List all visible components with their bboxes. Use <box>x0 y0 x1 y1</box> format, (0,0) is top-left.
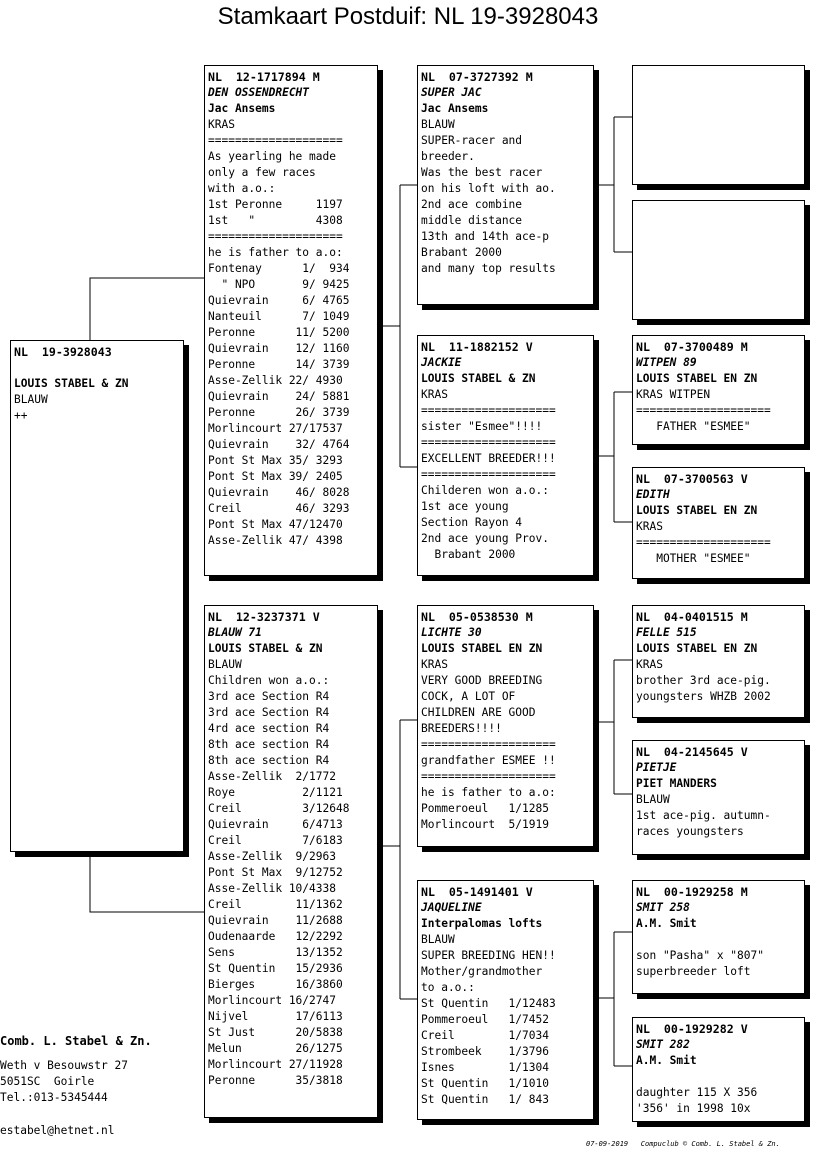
info-line: 2nd ace combine <box>421 198 523 211</box>
info-line: Asse-Zellik 22/ 4930 <box>208 374 343 387</box>
footer-credit: 07-09-2019 Compuclub © Comb. L. Stabel & Zn. <box>586 1140 780 1148</box>
info-line: 1st ace-pig. autumn- <box>636 809 771 822</box>
info-line: Creil 7/6183 <box>208 834 343 847</box>
info-line: Quievrain 11/2688 <box>208 914 343 927</box>
info-line: Sens 13/1352 <box>208 946 343 959</box>
info-line: KRAS <box>421 658 448 671</box>
info-line: Was the best racer <box>421 166 543 179</box>
ring-number: NL 04-0401515 M <box>636 610 748 624</box>
owner-name: LOUIS STABEL EN ZN <box>636 372 758 385</box>
info-line: Peronne 11/ 5200 <box>208 326 350 339</box>
breeder-phone: Tel.:013-5345444 <box>0 1091 108 1104</box>
info-line: BLAUW <box>636 793 670 806</box>
ring-number: NL 07-3700489 M <box>636 340 748 354</box>
info-line: Asse-Zellik 47/ 4398 <box>208 534 343 547</box>
info-line: Pommeroeul 1/7452 <box>421 1013 549 1026</box>
info-line: Peronne 14/ 3739 <box>208 358 350 371</box>
info-line: Nijvel 17/6113 <box>208 1010 343 1023</box>
info-line: ==================== <box>636 536 771 549</box>
owner-name: LOUIS STABEL EN ZN <box>421 642 543 655</box>
pedigree-card-m <box>204 605 378 1118</box>
owner-name: LOUIS STABEL EN ZN <box>636 504 758 517</box>
info-line: SUPER BREEDING HEN!! <box>421 949 556 962</box>
info-line: ==================== <box>421 738 556 751</box>
info-line: 3rd ace Section R4 <box>208 706 330 719</box>
info-line: '356' in 1998 10x <box>636 1102 751 1115</box>
pigeon-name: SMIT 258 <box>636 901 690 914</box>
pigeon-name: SMIT 282 <box>636 1038 690 1051</box>
info-line: Melun 26/1275 <box>208 1042 343 1055</box>
info-line: Mother/grandmother <box>421 965 543 978</box>
pedigree-card-fmm <box>632 467 805 579</box>
info-line: Asse-Zellik 9/2963 <box>208 850 336 863</box>
info-line: St Quentin 15/2936 <box>208 962 343 975</box>
info-line: KRAS <box>421 388 448 401</box>
info-line: 1st " 4308 <box>208 214 343 227</box>
pedigree-card-main <box>10 340 184 852</box>
pedigree-card-fmf <box>632 335 805 445</box>
info-line: only a few races <box>208 166 316 179</box>
pigeon-name: LICHTE 30 <box>421 626 482 639</box>
info-line: Morlincourt 27/17537 <box>208 422 343 435</box>
info-line: 8th ace section R4 <box>208 754 330 767</box>
info-line: Morlincourt 16/2747 <box>208 994 336 1007</box>
info-line: Peronne 35/3818 <box>208 1074 343 1087</box>
info-line: St Quentin 1/12483 <box>421 997 556 1010</box>
info-line: BLAUW <box>421 118 455 131</box>
info-line: 4rd ace section R4 <box>208 722 330 735</box>
pedigree-card-f <box>204 65 378 576</box>
info-line: 3rd ace Section R4 <box>208 690 330 703</box>
ring-number: NL 00-1929282 V <box>636 1022 748 1036</box>
ring-number: NL 11-1882152 V <box>421 340 533 354</box>
owner-name: A.M. Smit <box>636 1054 697 1067</box>
info-line: ==================== <box>208 134 343 147</box>
info-line: Brabant 2000 <box>421 246 502 259</box>
ring-number: NL 12-3237371 V <box>208 610 320 624</box>
info-line: Roye 2/1121 <box>208 786 343 799</box>
info-line: Creil 1/7034 <box>421 1029 549 1042</box>
info-line: CHILDREN ARE GOOD <box>421 706 536 719</box>
info-line: MOTHER "ESMEE" <box>636 552 751 565</box>
info-line: 2nd ace young Prov. <box>421 532 549 545</box>
info-line: he is father to a.o: <box>421 786 556 799</box>
info-line: ==================== <box>421 770 556 783</box>
ring-number: NL 05-0538530 M <box>421 610 533 624</box>
info-line: races youngsters <box>636 825 744 838</box>
info-line: with a.o.: <box>208 182 276 195</box>
owner-name: A.M. Smit <box>636 917 697 930</box>
info-line: Bierges 16/3860 <box>208 978 343 991</box>
info-line: brother 3rd ace-pig. <box>636 674 771 687</box>
info-line: Pont St Max 47/12470 <box>208 518 343 531</box>
info-line: KRAS WITPEN <box>636 388 711 401</box>
info-line: Section Rayon 4 <box>421 516 523 529</box>
info-line: ==================== <box>636 404 771 417</box>
info-line: to a.o.: <box>421 981 475 994</box>
info-line: youngsters WHZB 2002 <box>636 690 771 703</box>
info-line: breeder. <box>421 150 475 163</box>
ring-number: NL 19-3928043 <box>14 345 112 359</box>
info-line: Pont St Max 9/12752 <box>208 866 343 879</box>
info-line: Pont St Max 35/ 3293 <box>208 454 343 467</box>
pedigree-card-fm <box>417 335 594 576</box>
info-line: Children won a.o.: <box>208 674 330 687</box>
owner-name: Jac Ansems <box>421 102 489 115</box>
ring-number: NL 00-1929258 M <box>636 885 748 899</box>
info-line: Childeren won a.o.: <box>421 484 549 497</box>
owner-name: LOUIS STABEL EN ZN <box>636 642 758 655</box>
info-line: ==================== <box>421 436 556 449</box>
info-line: Quievrain 6/ 4765 <box>208 294 350 307</box>
info-line: Asse-Zellik 10/4338 <box>208 882 336 895</box>
info-line: 1st ace young <box>421 500 509 513</box>
info-line: Quievrain 32/ 4764 <box>208 438 350 451</box>
pigeon-name: PIETJE <box>636 761 677 774</box>
info-line: KRAS <box>208 118 235 131</box>
info-line: on his loft with ao. <box>421 182 556 195</box>
pigeon-name: FELLE 515 <box>636 626 697 639</box>
info-line: St Just 20/5838 <box>208 1026 343 1039</box>
breeder-name: Comb. L. Stabel & Zn. <box>0 1034 152 1048</box>
info-line: ==================== <box>421 468 556 481</box>
owner-name: PIET MANDERS <box>636 777 717 790</box>
info-line: sister "Esmee"!!!! <box>421 420 543 433</box>
info-line: St Quentin 1/1010 <box>421 1077 549 1090</box>
pedigree-card-fff <box>632 65 805 185</box>
pigeon-name: BLAUW 71 <box>208 626 262 639</box>
breeder-street: Weth v Besouwstr 27 <box>0 1059 128 1072</box>
info-line: Morlincourt 5/1919 <box>421 818 549 831</box>
info-line: daughter 115 X 356 <box>636 1086 758 1099</box>
info-line: Quievrain 46/ 8028 <box>208 486 350 499</box>
info-line: Brabant 2000 <box>421 548 516 561</box>
ring-number: NL 12-1717894 M <box>208 70 320 84</box>
page-title: Stamkaart Postduif: NL 19-3928043 <box>217 3 599 30</box>
pedigree-card-ffm <box>632 200 805 320</box>
info-line: superbreeder loft <box>636 965 751 978</box>
info-line <box>636 1069 801 1085</box>
info-line: Peronne 26/ 3739 <box>208 406 350 419</box>
info-line: BLAUW <box>421 933 455 946</box>
info-line: Quievrain 24/ 5881 <box>208 390 350 403</box>
owner-name: LOUIS STABEL & ZN <box>421 372 536 385</box>
pigeon-name: JACKIE <box>421 356 462 369</box>
info-line: ++ <box>14 409 28 422</box>
info-line: 1st Peronne 1197 <box>208 198 343 211</box>
info-line: Oudenaarde 12/2292 <box>208 930 343 943</box>
info-line: Creil 3/12648 <box>208 802 350 815</box>
info-line: ==================== <box>421 404 556 417</box>
info-line: KRAS <box>636 658 663 671</box>
pedigree-card-mff <box>632 605 805 718</box>
owner-name: Interpalomas lofts <box>421 917 543 930</box>
pedigree-card-mmm <box>632 1017 805 1122</box>
info-line: " NPO 9/ 9425 <box>208 278 350 291</box>
pedigree-card-mf <box>417 605 594 847</box>
ring-number: NL 07-3727392 M <box>421 70 533 84</box>
info-line: VERY GOOD BREEDING <box>421 674 543 687</box>
info-line: Quievrain 6/4713 <box>208 818 343 831</box>
pedigree-card-ff <box>417 65 594 305</box>
info-line: Nanteuil 7/ 1049 <box>208 310 350 323</box>
pigeon-name: DEN OSSENDRECHT <box>208 86 310 99</box>
spacer-line <box>14 360 180 376</box>
info-line: 13th and 14th ace-p <box>421 230 549 243</box>
owner-name: LOUIS STABEL & ZN <box>208 642 323 655</box>
info-line: SUPER-racer and <box>421 134 523 147</box>
info-line: St Quentin 1/ 843 <box>421 1093 549 1106</box>
info-line: COCK, A LOT OF <box>421 690 516 703</box>
info-line: BLAUW <box>208 658 242 671</box>
info-line: Creil 11/1362 <box>208 898 343 911</box>
info-line: Fontenay 1/ 934 <box>208 262 350 275</box>
info-line <box>636 932 801 948</box>
info-line: FATHER "ESMEE" <box>636 420 751 433</box>
info-line: 8th ace section R4 <box>208 738 330 751</box>
info-line: Quievrain 12/ 1160 <box>208 342 350 355</box>
pigeon-name: JAQUELINE <box>421 901 482 914</box>
info-line: he is father to a.o: <box>208 246 343 259</box>
info-line: son "Pasha" x "807" <box>636 949 764 962</box>
info-line: middle distance <box>421 214 523 227</box>
info-line: BREEDERS!!!! <box>421 722 502 735</box>
info-line: Morlincourt 27/11928 <box>208 1058 343 1071</box>
pigeon-name: EDITH <box>636 488 670 501</box>
pedigree-card-mmf <box>632 880 805 994</box>
info-line: grandfather ESMEE !! <box>421 754 556 767</box>
info-line: ==================== <box>208 230 343 243</box>
info-line: and many top results <box>421 262 556 275</box>
info-line: BLAUW <box>14 393 48 406</box>
owner-name: LOUIS STABEL & ZN <box>14 377 129 390</box>
info-line: Pont St Max 39/ 2405 <box>208 470 343 483</box>
breeder-city: 5051SC Goirle <box>0 1075 95 1088</box>
info-line: As yearling he made <box>208 150 336 163</box>
pedigree-card-mfm <box>632 740 805 855</box>
info-line: Isnes 1/1304 <box>421 1061 549 1074</box>
info-line: Asse-Zellik 2/1772 <box>208 770 336 783</box>
ring-number: NL 07-3700563 V <box>636 472 748 486</box>
info-line: Pommeroeul 1/1285 <box>421 802 549 815</box>
info-line: EXCELLENT BREEDER!!! <box>421 452 556 465</box>
info-line: Creil 46/ 3293 <box>208 502 350 515</box>
pedigree-card-mm <box>417 880 594 1120</box>
info-line: Strombeek 1/3796 <box>421 1045 549 1058</box>
ring-number: NL 05-1491401 V <box>421 885 533 899</box>
ring-number: NL 04-2145645 V <box>636 745 748 759</box>
breeder-email: estabel@hetnet.nl <box>0 1124 115 1137</box>
pigeon-name: WITPEN 89 <box>636 356 697 369</box>
owner-name: Jac Ansems <box>208 102 276 115</box>
info-line: KRAS <box>636 520 663 533</box>
pigeon-name: SUPER JAC <box>421 86 482 99</box>
